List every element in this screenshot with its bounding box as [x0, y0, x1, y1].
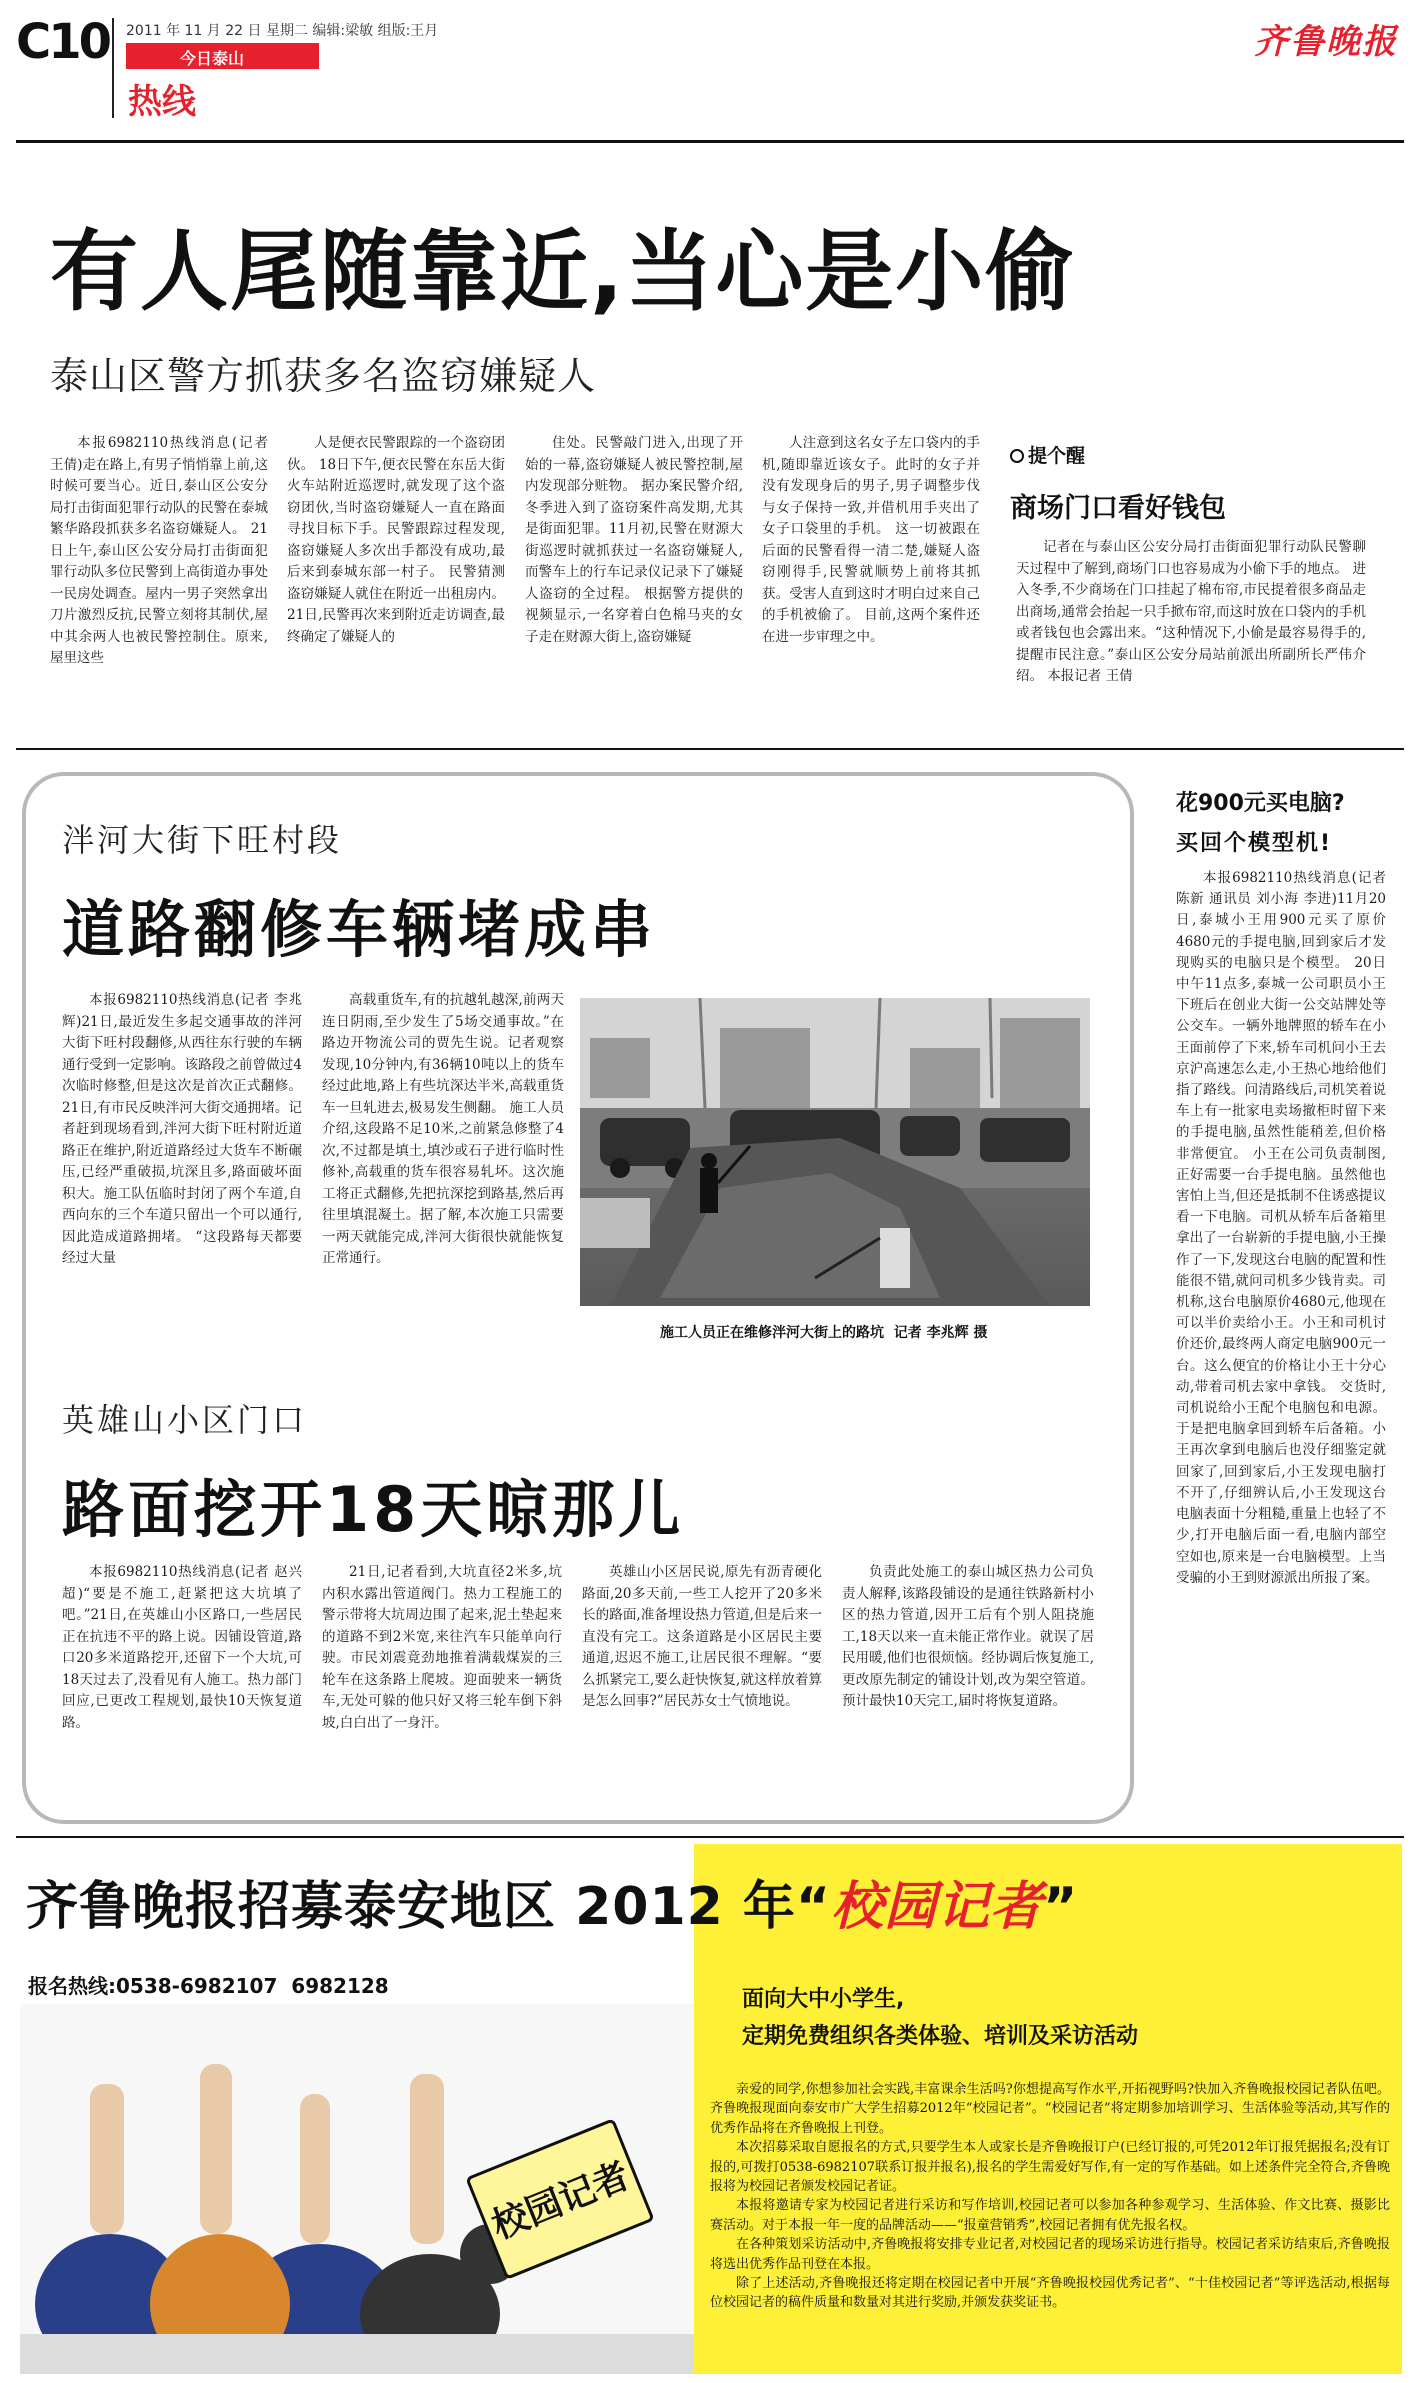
lead-column-2: 人是便衣民警跟踪的一个盗窃团伙。 18日下午,便衣民警在东岳大街火车站附近巡逻时,就发现了这个盗窃团伙,当时盗窃嫌疑人一直在路面寻找目标下手。民警跟踪过程发现,盗窃嫌疑人多次出手都没有成功,最后来到泰城东部一村子。 民警猜测盗窃嫌疑人就住在附近一出租房内。21日,民警再次来到附近走访调查,最终确定了嫌疑人的 [287, 435, 505, 645]
story2-column-2: 21日,记者看到,大坑直径2米多,坑内积水露出管道阀门。热力工程施工的警示带将大坑周边围了起来,泥土垫起来的道路不到2米宽,来往汽车只能单向行驶。市民刘震竟劲地推着满载煤炭的三轮车在这条路上爬坡。迎面驶来一辆货车,无处可躲的他只好又将三轮车倒下斜坡,白白出了一身汗。 [322, 1564, 562, 1731]
lead-column-4: 人注意到这名女子左口袋内的手机,随即靠近该女子。此时的女子并没有发现身后的男子,男子调整步伐与女子保持一致,并借机用手夹出了女子口袋里的手机。 这一切被跟在后面的民警看得一清二楚,嫌疑人盗窃刚得手,民警就顺势上前将其抓获。受害人直到这时才明白过来自己的手机被偷了。 目前,这两个案件还在进一步审理之中。 [762, 435, 980, 645]
badge-label: 校园记者 [486, 2155, 636, 2248]
story2-headline: 路面挖开18天晾那儿 [62, 1473, 685, 1546]
story1-headline: 道路翻修车辆堵成串 [62, 893, 657, 966]
header-rule [16, 140, 1404, 143]
ad-body-para-2: 本次招募采取自愿报名的方式,只要学生本人或家长是齐鲁晚报订户(已经订报的,可凭2012年订报凭据报名;没有订报的,可拨打0538-6982107联系订报并报名),报名的学生需爱好写作,有一定的写作基础。如上述条件完全符合,齐鲁晚报将为校园记者颁发校园记者证。 [710, 2140, 1390, 2195]
lead-column-1: 本报6982110热线消息(记者 王倩)走在路上,有男子悄悄靠上前,这时候可要当心。近日,泰山区公安分局打击街面犯罪行动队的民警在泰城繁华路段抓获多名盗窃嫌疑人。 21日上午,泰山区公安分局打击街面犯罪行动队多位民警到上高街道办事处一民房处调查。屋内一男子突然拿出刀片激烈反抗,民警立刻将其制伏,屋中其余两人也被民警控制住。原来,屋里这些 [50, 435, 268, 666]
story2-column-1: 本报6982110热线消息(记者 赵兴超)“要是不施工,赶紧把这大坑填了吧。”21日,在英雄山小区路口,一些居民正在抗违不平的路上说。因铺设管道,路口20多米道路挖开,还留下一个大坑,可18天过去了,没看见有人施工。热力部门回应,已更改工程规划,最快10天恢复道路。 [62, 1564, 302, 1731]
sidebar-body: 本报6982110热线消息(记者 陈新 通讯员 刘小海 李进)11月20日,泰城小王用900元买了原价4680元的手提电脑,回到家后才发现购买的电脑只是个模型。 20日中午11点多,泰城一公司职员小王下班后在创业大街一公交站牌处等公交车。一辆外地牌照的轿车在小王面前停了下来,轿车司机问小王去京沪高速怎么走,小王热心地给他们指了路线。问清路线后,司机笑着说车上有一批家电卖场撤柜时留下来的手提电脑,虽然性能稍差,但价格非常便宜。 小王在公司负责制图,正好需要一台手提电脑。虽然他也害怕上当,但还是抵制不住诱惑提议看一下电脑。司机从轿车后备箱里拿出了一台崭新的手提电脑,小王操作了一下,发现这台电脑的配置和性能很不错,就问司机多少钱肯卖。司机称,这台电脑原价4680元,他现在可以半价卖给小王。小王和司机讨价还价,最终两人商定电脑900元一台。这么便宜的价格让小王十分心动,带着司机去家中拿钱。 交货时,司机说给小王配个电脑包和电源。于是把电脑拿回到轿车后备箱。小王再次拿到电脑后也没仔细鉴定就回家了,回到家后,小王发现电脑打不开了,仔细辨认后,小王发现这台电脑表面十分粗糙,重量上也轻了不少,打开电脑后面一看,电脑内部空空如也,原来是一台电脑模型。上当受骗的小王到财源派出所报了案。 [1176, 870, 1386, 1586]
story2-column-3: 英雄山小区居民说,原先有沥青硬化路面,20多天前,一些工人挖开了20多米长的路面,准备埋设热力管道,但是后来一直没有完工。这条道路是小区居民主要通道,迟迟不施工,让居民很不理解。“要么抓紧完工,要么赶快恢复,就这样放着算是怎么回事?”居民苏女士气愤地说。 [582, 1564, 822, 1709]
story2-kicker: 英雄山小区门口 [62, 1401, 308, 1439]
masthead-logo: 齐鲁晚报 [1254, 22, 1398, 62]
reminder-box [1010, 433, 1370, 733]
reminder-body: 记者在与泰山区公安分局打击街面犯罪行动队民警聊天过程中了解到,商场门口也容易成为小偷下手的地点。 进入冬季,不少商场在门口挂起了棉布帘,市民提着很多商品走出商场,通常会抬起一只手掀布帘,而这时放在口袋内的手机或者钱包也会露出来。“这种情况下,小偷是最容易得手的,提醒市民注意。”泰山区公安分局站前派出所副所长严伟介绍。 本报记者 王倩 [1016, 539, 1366, 684]
lead-headline: 有人尾随靠近,当心是小偷 [50, 220, 1076, 323]
reminder-label: 提个醒 [1010, 441, 1085, 468]
ad-title: 齐鲁晚报招募泰安地区 2012 年“校园记者” [26, 1877, 1079, 1937]
ad-title-highlight: 校园记者 [831, 1877, 1044, 1937]
ad-body-para-1: 亲爱的同学,你想参加社会实践,丰富课余生活吗?你想提高写作水平,开拓视野吗?快加入齐鲁晚报校园记者队伍吧。齐鲁晚报现面向泰安市广大学生招募2012年“校园记者”。“校园记者”将定期参加培训学习、生活体验等活动,其写作的优秀作品将在齐鲁晚报上刊登。 [710, 2082, 1390, 2136]
section-tag-label: 今日泰山 [180, 49, 245, 68]
lead-column-3: 住处。民警敲门进入,出现了开始的一幕,盗窃嫌疑人被民警控制,屋内发现部分赃物。 据办案民警介绍,冬季进入到了盗窃案件高发期,尤其是街面犯罪。11月初,民警在财源大街巡逻时就抓获过一名盗窃嫌疑人,而警车上的行车记录仪记录下了嫌疑人盗窃的全过程。 根据警方提供的视频显示,一名穿着白色棉马夹的女子走在财源大街上,盗窃嫌疑 [525, 435, 743, 645]
lead-subhead: 泰山区警方抓获多名盗窃嫌疑人 [50, 354, 597, 398]
road-repair-photo [580, 998, 1090, 1306]
ad-body-para-5: 除了上述活动,齐鲁晚报还将定期在校园记者中开展“齐鲁晚报校园优秀记者”、“十佳校园记者”等评选活动,根据每位校园记者的稿件质量和数量对其进行奖励,并颁发获奖证书。 [710, 2276, 1390, 2311]
header-divider-vertical [112, 18, 114, 118]
page-header [0, 0, 1417, 140]
photo-caption: 施工人员正在维修泮河大街上的路坑 记者 李兆辉 摄 [660, 1325, 988, 1341]
ad-body-para-4: 在各种策划采访活动中,齐鲁晚报将安排专业记者,对校园记者的现场采访进行指导。校园记者采访结束后,齐鲁晚报将选出优秀作品刊登在本报。 [710, 2237, 1390, 2272]
ad-body [710, 2080, 1390, 2370]
classroom-illustration [20, 2004, 694, 2374]
road-repair-illustration [580, 998, 1090, 1306]
ad-tagline-1: 面向大中小学生, [742, 1987, 905, 2012]
lead-bottom-rule [16, 748, 1404, 750]
ad-hotline: 报名热线:0538-6982107 6982128 [28, 1974, 389, 1998]
story1-column-1: 本报6982110热线消息(记者 李兆辉)21日,最近发生多起交通事故的泮河大街下旺村段翻修,从西往东行驶的车辆通行受到一定影响。该路段之前曾做过4次临时修整,但是这次是首次正式翻修。 21日,有市民反映泮河大街交通拥堵。记者赶到现场看到,泮河大街下旺村附近道路正在维护,附近道路经过大货车不断碾压,已经严重破损,坑深且多,路面破坏面积大。施工队伍临时封闭了两个车道,自西向东的三个车道只留出一个可以通行,因此造成道路拥堵。 “这段路每天都要经过大量 [62, 992, 302, 1266]
sidebar-headline-2: 买回个模型机! [1176, 831, 1333, 856]
story1-column-2: 高载重货车,有的抗越轧越深,前两天连日阴雨,至少发生了5场交通事故。”在路边开物流公司的贾先生说。记者观察发现,10分钟内,有36辆10吨以上的货车经过此地,路上有些坑深达半米,高载重货车一旦轧进去,极易发生侧翻。 施工人员介绍,这段路不足10米,之前紧急修整了4次,不过都是填土,填沙或石子进行临时性修补,高载重的货车很容易轧坏。这次施工将正式翻修,先把抗深挖到路基,然后再往里填混凝土。据了解,本次施工只需要一两天就能完成,泮河大街很快就能恢复正常通行。 [322, 992, 564, 1266]
ad-tagline-2: 定期免费组织各类体验、培训及采访活动 [742, 2024, 1139, 2049]
sidebar-headline-1: 花900元买电脑? [1176, 791, 1345, 816]
page-number: C10 [16, 14, 110, 70]
ad-top-rule [16, 1836, 1404, 1838]
section-title: 热线 [128, 82, 196, 122]
recruitment-ad [20, 1844, 1402, 2374]
section-tag [126, 43, 319, 69]
issue-meta: 2011 年 11 月 22 日 星期二 编辑:梁敏 组版:王月 [126, 23, 439, 39]
ad-body-para-3: 本报将邀请专家为校园记者进行采访和写作培训,校园记者可以参加各种参观学习、生活体验、作文比赛、摄影比赛活动。对于本报一年一度的品牌活动——“报童营销秀”,校园记者拥有优先报名权。 [710, 2198, 1390, 2233]
story2-column-4: 负责此处施工的泰山城区热力公司负责人解释,该路段铺设的是通往铁路新村小区的热力管道,因开工后有个别人阻挠施工,18天以来一直未能正常作业。就误了居民用暖,他们也很烦恼。经协调后恢复施工,更改原先制定的铺设计划,改为架空管道。预计最快10天完工,届时将恢复道路。 [842, 1564, 1094, 1709]
reminder-title: 商场门口看好钱包 [1010, 493, 1226, 524]
story1-kicker: 泮河大街下旺村段 [62, 821, 343, 859]
bulb-icon [1010, 449, 1024, 463]
